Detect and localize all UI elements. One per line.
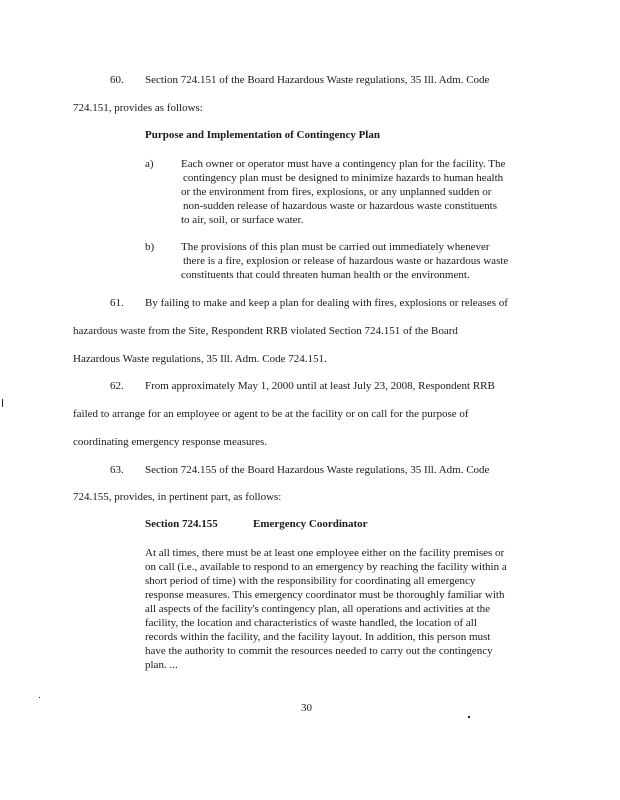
paragraph-62-number: 62. xyxy=(110,380,124,392)
item-b-line: there is a fire, explosion or release of hazardous waste or hazardous waste xyxy=(183,255,509,267)
quote-2-section-title: Emergency Coordinator xyxy=(253,518,368,530)
quote-2-line: plan. ... xyxy=(145,659,178,671)
paragraph-62-line-2: failed to arrange for an employee or agent to be at the facility or on call for the purpose of xyxy=(73,408,469,420)
quote-2-line: have the authority to commit the resources needed to carry out the contingency xyxy=(145,645,493,657)
quote-2-line: records within the facility, and the facility layout. In addition, this person must xyxy=(145,631,491,643)
quote-1-heading: Purpose and Implementation of Contingency Plan xyxy=(145,129,380,141)
paragraph-62-line-1: From approximately May 1, 2000 until at least July 23, 2008, Respondent RRB xyxy=(145,380,495,392)
paragraph-61-number: 61. xyxy=(110,297,124,309)
item-a-line: Each owner or operator must have a contingency plan for the facility. The xyxy=(181,158,506,170)
quote-2-line: on call (i.e., available to respond to an emergency by reaching the facility within a xyxy=(145,561,507,573)
paragraph-61-line-3: Hazardous Waste regulations, 35 Ill. Adm. Code 724.151. xyxy=(73,353,327,365)
paragraph-63-line-2: 724.155, provides, in pertinent part, as follows: xyxy=(73,491,282,503)
page-number: 30 xyxy=(301,702,312,714)
item-a-line: or the environment from fires, explosions, or any unplanned sudden or xyxy=(181,186,492,198)
quote-2-line: response measures. This emergency coordinator must be thoroughly familiar with xyxy=(145,589,505,601)
quote-2-section-label: Section 724.155 xyxy=(145,518,218,530)
quote-2-line: all aspects of the facility's contingency plan, all operations and activities at the xyxy=(145,603,491,615)
item-b-line: The provisions of this plan must be carried out immediately whenever xyxy=(181,241,490,253)
item-a-line: contingency plan must be designed to minimize hazards to human health xyxy=(183,172,504,184)
item-a-label: a) xyxy=(145,158,154,170)
quote-2-line: At all times, there must be at least one employee either on the facility premises or xyxy=(145,547,505,559)
paragraph-63-number: 63. xyxy=(110,464,124,476)
paragraph-61-line-1: By failing to make and keep a plan for dealing with fires, explosions or releases of xyxy=(145,297,508,309)
paragraph-60-line-2: 724.151, provides as follows: xyxy=(73,102,203,114)
quote-2-line: facility, the location and characteristics of waste handled, the location of all xyxy=(145,617,477,629)
item-a-line: to air, soil, or surface water. xyxy=(181,214,304,226)
scan-mark xyxy=(2,399,3,407)
quote-2-line: short period of time) with the responsibility for coordinating all emergency xyxy=(145,575,476,587)
item-b-line: constituents that could threaten human health or the environment. xyxy=(181,269,470,281)
paragraph-63-line-1: Section 724.155 of the Board Hazardous Waste regulations, 35 Ill. Adm. Code xyxy=(145,464,490,476)
scan-mark xyxy=(468,716,470,718)
scan-mark xyxy=(39,697,40,698)
item-a-line: non-sudden release of hazardous waste or hazardous waste constituents xyxy=(183,200,498,212)
paragraph-62-line-3: coordinating emergency response measures. xyxy=(73,436,268,448)
paragraph-60-line-1: Section 724.151 of the Board Hazardous Waste regulations, 35 Ill. Adm. Code xyxy=(145,74,490,86)
item-b-label: b) xyxy=(145,241,155,253)
paragraph-60-number: 60. xyxy=(110,74,124,86)
paragraph-61-line-2: hazardous waste from the Site, Respondent RRB violated Section 724.151 of the Board xyxy=(73,325,458,337)
